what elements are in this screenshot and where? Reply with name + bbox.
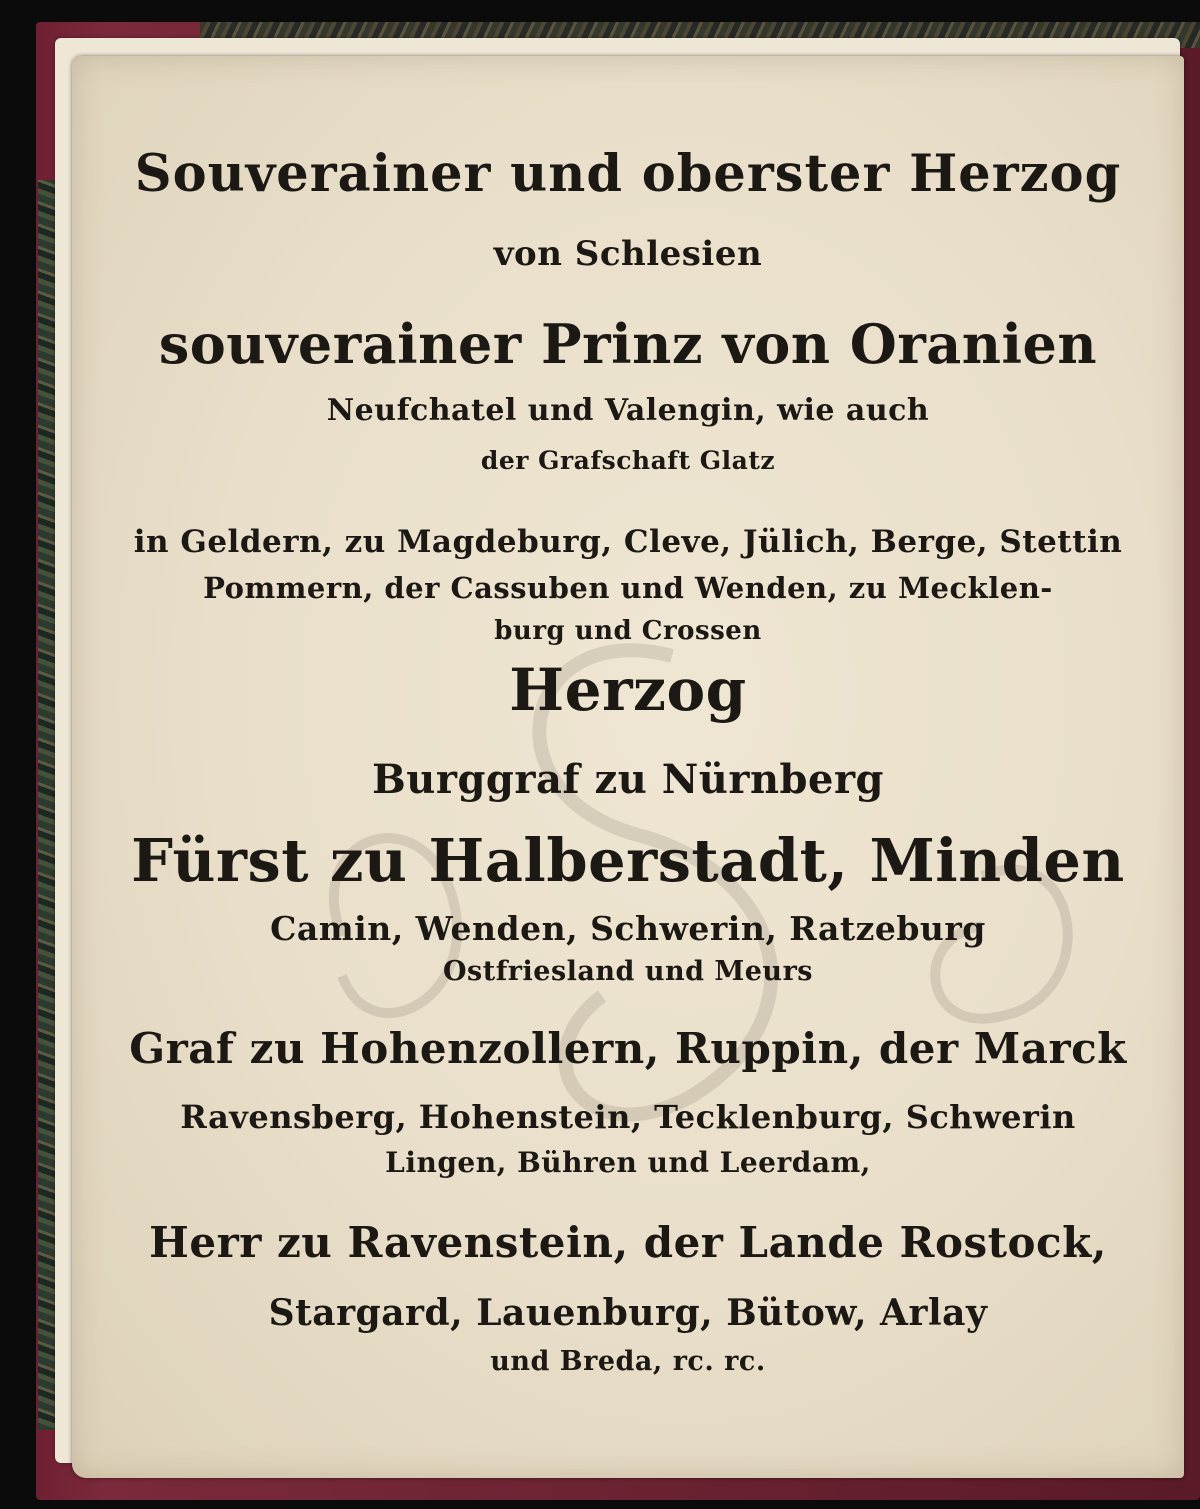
title-line-10 [72, 756, 1184, 803]
line-text: und Breda, rc. rc. [490, 1346, 766, 1377]
title-line-15 [72, 1098, 1184, 1136]
title-line-19 [72, 1346, 1184, 1377]
title-page-text [72, 56, 1184, 1478]
title-line-2 [72, 234, 1184, 274]
line-text: Ostfriesland und Meurs [443, 956, 813, 987]
title-line-11 [72, 826, 1184, 895]
line-text: Herzog [509, 656, 747, 724]
line-text: Camin, Wenden, Schwerin, Ratzeburg [270, 909, 986, 948]
title-line-6 [72, 524, 1184, 560]
line-text: Pommern, der Cassuben und Wenden, zu Mecklen- [203, 571, 1053, 605]
line-text: burg und Crossen [494, 616, 762, 646]
line-text: Ravensberg, Hohenstein, Tecklenburg, Schwerin [180, 1098, 1076, 1136]
line-text: Fürst zu Halberstadt, Minden [131, 826, 1125, 895]
title-line-17 [72, 1218, 1184, 1267]
title-line-9 [72, 656, 1184, 724]
title-line-1 [72, 144, 1184, 204]
line-text: souverainer Prinz von Oranien [158, 312, 1098, 376]
line-text: von Schlesien [493, 234, 763, 274]
title-line-13 [72, 956, 1184, 987]
title-line-16 [72, 1146, 1184, 1179]
title-line-4 [72, 393, 1184, 428]
line-text: Lingen, Bühren und Leerdam, [385, 1146, 871, 1179]
line-text: Souverainer und oberster Herzog [134, 144, 1122, 204]
title-line-3 [72, 312, 1184, 376]
title-line-7 [72, 571, 1184, 605]
line-text: Graf zu Hohenzollern, Ruppin, der Marck [129, 1024, 1127, 1073]
title-line-8 [72, 616, 1184, 646]
line-text: in Geldern, zu Magdeburg, Cleve, Jülich, Berge, Stettin [133, 524, 1123, 560]
title-line-14 [72, 1024, 1184, 1073]
title-line-5 [72, 446, 1184, 475]
line-text: Herr zu Ravenstein, der Lande Rostock, [149, 1218, 1107, 1267]
line-text: der Grafschaft Glatz [480, 446, 776, 475]
line-text: Burggraf zu Nürnberg [371, 756, 884, 803]
line-text: Stargard, Lauenburg, Bütow, Arlay [268, 1292, 988, 1334]
title-line-18 [72, 1292, 1184, 1334]
title-line-12 [72, 909, 1184, 948]
line-text: Neufchatel und Valengin, wie auch [326, 393, 930, 428]
